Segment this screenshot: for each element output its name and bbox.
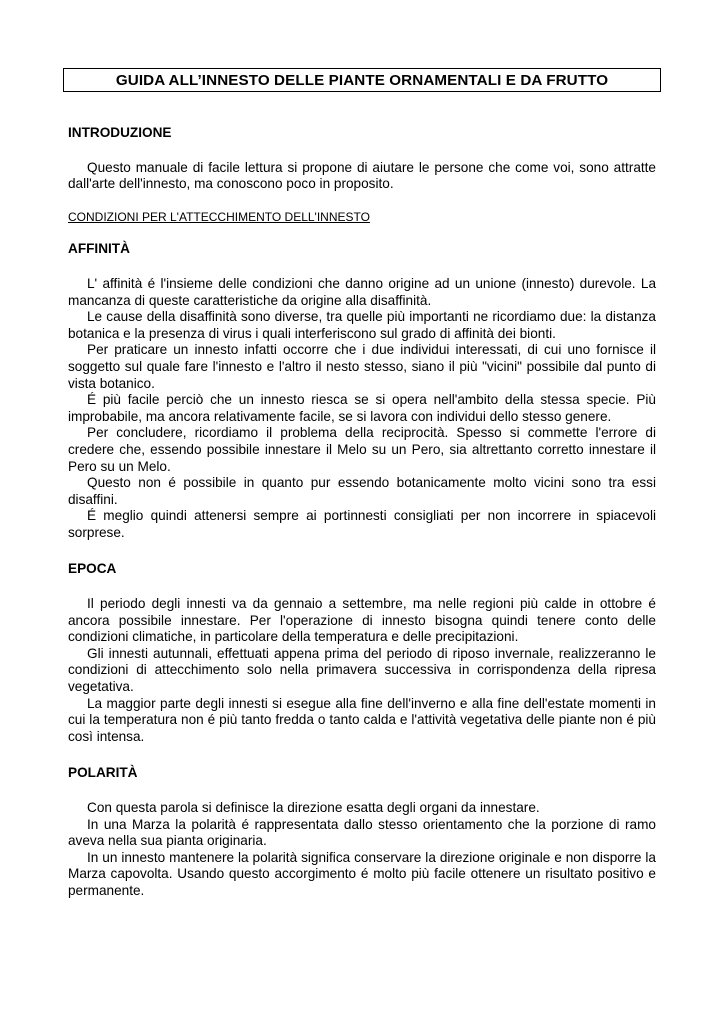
document-title: GUIDA ALL’INNESTO DELLE PIANTE ORNAMENTALI E DA FRUTTO <box>115 71 609 89</box>
epoca-paragraph-1: Il periodo degli innesti va da gennaio a settembre, ma nelle regioni più calde in ottobre é ancora possibile innestare. Per l'operazione di innesto bisogna quindi tenere conto delle condizioni climatiche, in particolare della temperatura e delle precipitazioni. <box>68 596 656 645</box>
epoca-paragraph-2: Gli innesti autunnali, effettuati appena prima del periodo di riposo invernale, realizzeranno le condizioni di attecchimento solo nella primavera successiva in corrispondenza della ripresa vegetativa. <box>68 645 656 695</box>
affinita-paragraph-3: Per praticare un innesto infatti occorre che i due individui interessati, di cui uno fornisce il soggetto sul quale fare l'innesto e l'altro il nesto stesso, siano il più "vicini" possibile dal punto di vista botanico. <box>68 342 656 391</box>
affinita-paragraph-7: É meglio quindi attenersi sempre ai portinnesti consigliati per non incorrere in spiacevoli sorprese. <box>68 508 656 540</box>
affinita-paragraph-1: L' affinità é l'insieme delle condizioni che danno origine ad un unione (innesto) durevole. La mancanza di queste caratteristiche da origine alla disaffinità. <box>68 275 656 308</box>
affinita-paragraph-6: Questo non é possibile in quanto pur essendo botanicamente molto vicini sono tra essi disaffini. <box>68 475 656 507</box>
epoca-paragraph-3: La maggior parte degli innesti si esegue alla fine dell'inverno e alla fine dell'estate momenti in cui la temperatura non é più tanto fredda o tanto calda e l'attività vegetativa delle piante non é più così intensa. <box>68 695 656 744</box>
document-body <box>68 125 656 900</box>
polarita-paragraph-2: In una Marza la polarità é rappresentata dallo stesso orientamento che la porzione di ramo aveva nella sua pianta originaria. <box>68 816 656 849</box>
affinita-paragraph-5: Per concludere, ricordiamo il problema della reciprocità. Spesso si commette l'errore di credere che, essendo possibile innestare il Melo su un Pero, sia altrettanto corretto innestare il Pero su un Melo. <box>68 425 656 474</box>
polarita-paragraph-1: Con questa parola si definisce la direzione esatta degli organi da innestare. <box>87 800 540 815</box>
epoca-heading: EPOCA <box>68 561 117 577</box>
polarita-paragraph-3: In un innesto mantenere la polarità significa conservare la direzione originale e non disporre la Marza capovolta. Usando questo accorgimento é molto più facile ottenere un risultato positivo e permanente. <box>68 849 656 898</box>
affinita-paragraph-4: É più facile perciò che un innesto riesca se si opera nell'ambito della stessa specie. Più improbabile, ma ancora relativamente facile, se si lavora con individui dello stesso genere. <box>68 392 656 424</box>
intro-paragraph: Questo manuale di facile lettura si propone di aiutare le persone che come voi, sono attratte dall'arte dell'innesto, ma conoscono poco in proposito. <box>68 159 656 192</box>
polarita-heading: POLARITÀ <box>68 765 138 781</box>
conditions-heading: CONDIZIONI PER L'ATTECCHIMENTO DELL'INNESTO <box>68 209 370 224</box>
title-box <box>63 68 661 92</box>
intro-heading: INTRODUZIONE <box>68 125 172 140</box>
affinita-paragraph-2: Le cause della disaffinità sono diverse, tra quelle più importanti ne ricordiamo due: la distanza botanica e la presenza di virus i quali interferiscono sul grado di affinità dei bionti. <box>68 309 656 341</box>
affinita-heading: AFFINITÀ <box>68 241 130 257</box>
